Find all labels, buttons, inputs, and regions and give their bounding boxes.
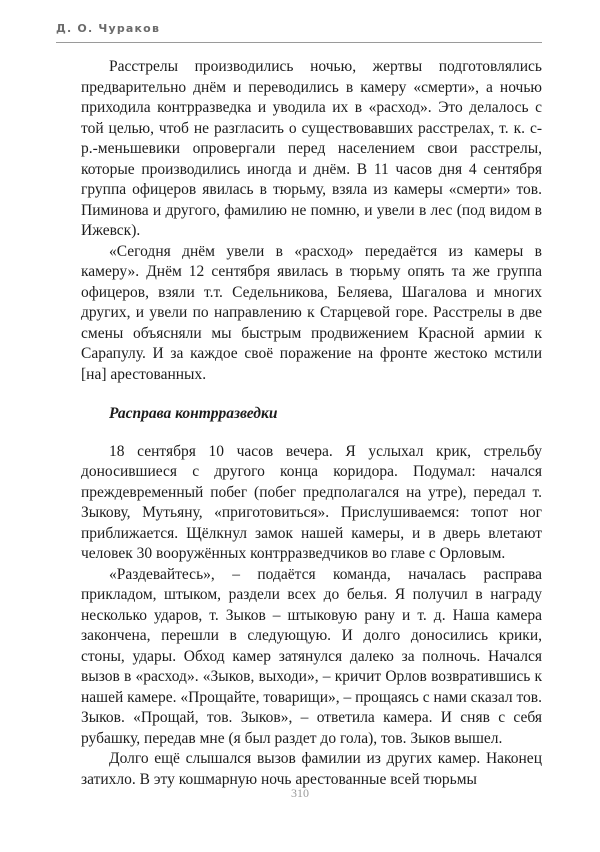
paragraph-5: Долго ещё слышался вызов фамилии из других камер. Наконец затихло. В эту кошмарную ночь арестованные всей тюрьмы <box>81 750 542 788</box>
paragraph-4: «Раздевайтесь», – подаётся команда, началась расправа прикладом, штыком, раздели всех до белья. Я получил в награду несколько ударов, т. Зыков – штыковую рану и т. д. Наша камера закончена, перешли в следующую. И долго доносились крики, стоны, удары. Обход камер затянулся далеко за полночь. Начался вызов в «расход». «Зыков, выходи», – кричит Орлов возвратившись к нашей камере. «Прощайте, товарищи», – прощаясь с нами сказал тов. Зыков. «Прощай, тов. Зыков», – ответила камера. И сняв с себя рубашку, передав мне (я был раздет до гола), тов. Зыков вышел. <box>81 565 542 747</box>
paragraph-3: 18 сентября 10 часов вечера. Я услыхал крик, стрельбу доносившиеся с другого конца коридора. Подумал: начался преждевременный побег (побег предполагался на утре), передал т. Зыкову, Мутьяну, «приготовиться». Прислушиваемся: топот ног приближается. Щёлкнул замок нашей камеры, и в дверь влетают человек 30 вооружённых контрразведчиков во главе с Орловым. <box>81 442 542 562</box>
paragraph-1: Расстрелы производились ночью, жертвы подготовлялись предварительно днём и переводились в камеру «смерти», а ночью приходила контрразведка и уводила их в «расход». Это делалось с той целью, чтоб не разгласить о существовавших расстрелах, т. к. с-р.-меньшевики опровергали перед населением свои расстрелы, которые производились иногда и днём. В 11 часов дня 4 сентября группа офицеров явилась в тюрьму, взяла из камеры «смерти» тов. Пиминова и другого, фамилию не помню, и увели в лес (под видом в Ижевск). <box>81 58 542 239</box>
running-head-author: Д. О. Чураков <box>56 22 161 35</box>
section-heading: Расправа контрразведки <box>109 405 278 422</box>
paragraph-2: «Сегодня днём увели в «расход» передаётся из камеры в камеру». Днём 12 сентября явилась в тюрьму опять та же группа офицеров, взяли т.т. Седельникова, Беляева, Шагалова и многих других, и увели по направлению к Старцевой горе. Расстрелы в две смены объясняли мы быстрым продвижением Красной армии к Сарапулу. И за каждое своё поражение на фронте жестоко мстили [на] арестованных. <box>81 242 542 383</box>
page-number: 310 <box>291 786 309 800</box>
body-text <box>81 57 542 790</box>
header-rule <box>56 42 542 43</box>
